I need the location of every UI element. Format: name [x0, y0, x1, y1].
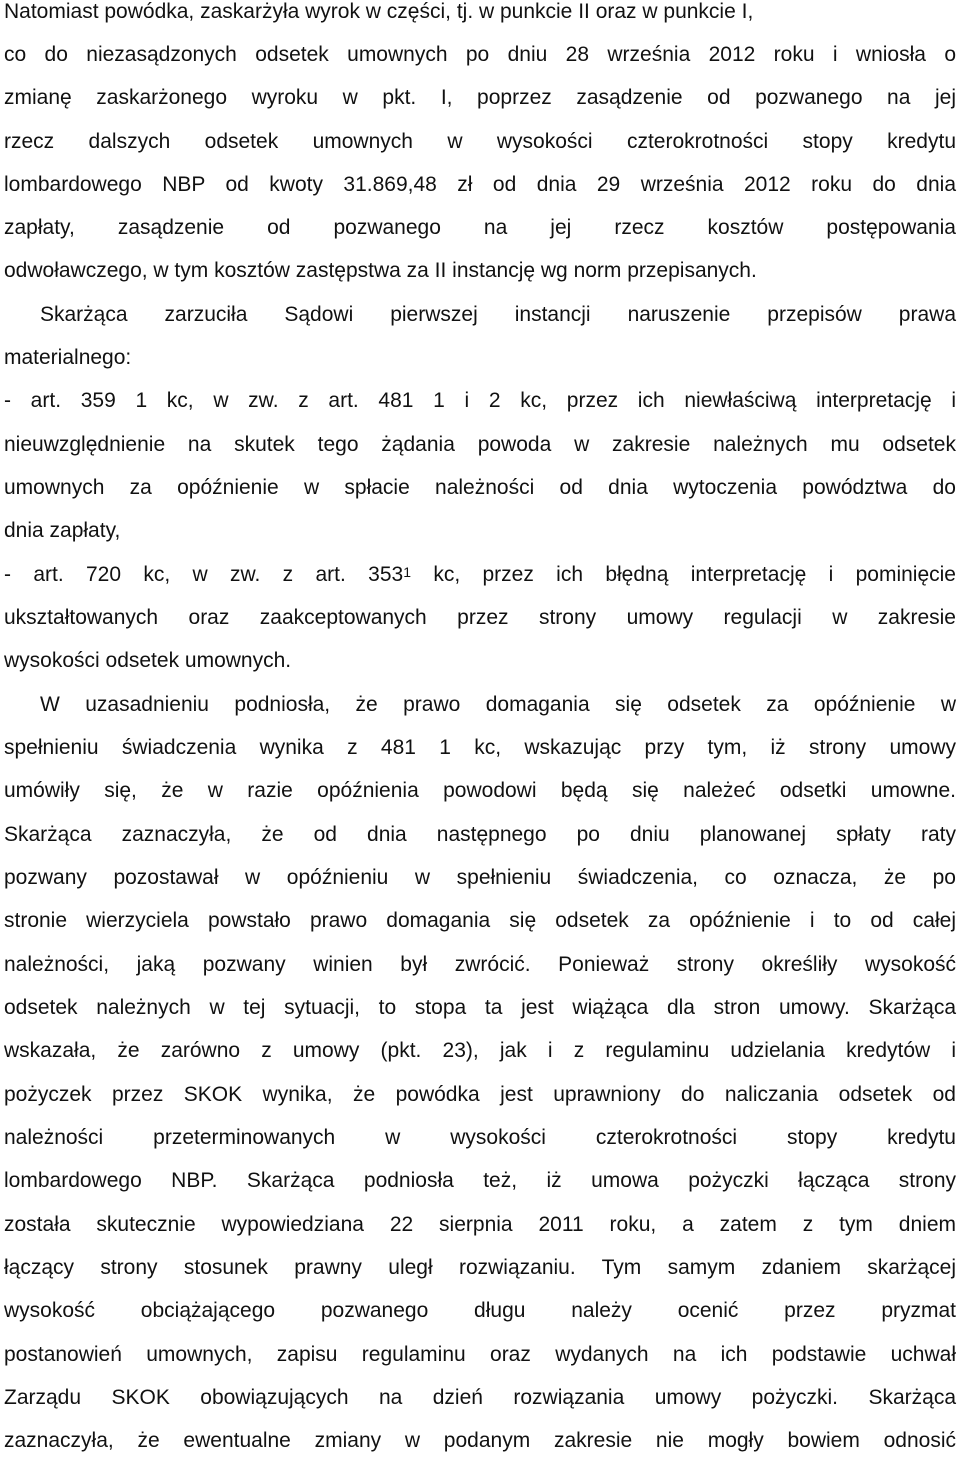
text-line: postanowień umownych, zapisu regulaminu oraz wydanych na ich podstawie uchwał	[4, 1343, 956, 1366]
text-line: materialnego:	[4, 346, 132, 369]
text-line: odwoławczego, w tym kosztów zastępstwa za II instancję wg norm przepisanych.	[4, 259, 757, 282]
text-line: nieuwzględnienie na skutek tego żądania powoda w zakresie należnych mu odsetek	[4, 433, 956, 456]
text-line: zapłaty, zasądzenie od pozwanego na jej rzecz kosztów postępowania	[4, 216, 956, 239]
text-line: należności przeterminowanych w wysokości czterokrotności stopy kredytu	[4, 1126, 956, 1149]
text-segment: - art. 720 kc, w zw. z art. 353	[4, 563, 404, 586]
text-line: wysokość obciążającego pozwanego długu należy ocenić przez pryzmat	[4, 1299, 956, 1322]
paragraph-first-line: Skarżąca zarzuciła Sądowi pierwszej instancji naruszenie przepisów prawa	[40, 303, 956, 326]
text-line: pożyczek przez SKOK wynika, że powódka jest uprawniony do naliczania odsetek od	[4, 1083, 956, 1106]
text-segment: kc, przez ich błędną interpretację i pominięcie	[411, 563, 956, 586]
text-line: Skarżąca zaznaczyła, że od dnia następnego po dniu planowanej spłaty raty	[4, 823, 956, 846]
superscript: 1	[403, 564, 411, 580]
text-line: została skutecznie wypowiedziana 22 sierpnia 2011 roku, a zatem z tym dniem	[4, 1213, 956, 1236]
text-line: zaznaczyła, że ewentualne zmiany w podanym zakresie nie mogły bowiem odnosić	[4, 1429, 956, 1452]
text-line: dnia zapłaty,	[4, 519, 121, 542]
text-line: łączący strony stosunek prawny uległ rozwiązaniu. Tym samym zdaniem skarżącej	[4, 1256, 956, 1279]
text-line: umownych za opóźnienie w spłacie należności od dnia wytoczenia powództwa do	[4, 476, 956, 499]
text-line: zmianę zaskarżonego wyroku w pkt. I, poprzez zasądzenie od pozwanego na jej	[4, 86, 956, 109]
text-line: wysokości odsetek umownych.	[4, 649, 292, 672]
text-line: stronie wierzyciela powstało prawo domagania się odsetek za opóźnienie i to od całej	[4, 909, 956, 932]
text-line: lombardowego NBP od kwoty 31.869,48 zł od dnia 29 września 2012 roku do dnia	[4, 173, 956, 196]
text-line: wskazała, że zarówno z umowy (pkt. 23), jak i z regulaminu udzielania kredytów i	[4, 1039, 956, 1062]
text-line: Zarządu SKOK obowiązujących na dzień rozwiązania umowy pożyczki. Skarżąca	[4, 1386, 956, 1409]
paragraph-first-line: W uzasadnieniu podniosła, że prawo domagania się odsetek za opóźnienie w	[40, 693, 956, 716]
list-item-line: - art. 359 1 kc, w zw. z art. 481 1 i 2 kc, przez ich niewłaściwą interpretację i	[4, 389, 956, 412]
text-line: odsetek należnych w tej sytuacji, to stopa ta jest wiążąca dla stron umowy. Skarżąca	[4, 996, 956, 1019]
text-line: co do niezasądzonych odsetek umownych po dniu 28 września 2012 roku i wniosła o	[4, 43, 956, 66]
text-line: rzecz dalszych odsetek umownych w wysokości czterokrotności stopy kredytu	[4, 130, 956, 153]
list-item-line	[4, 560, 956, 590]
text-line: ukształtowanych oraz zaakceptowanych przez strony umowy regulacji w zakresie	[4, 606, 956, 629]
text-line: Natomiast powódka, zaskarżyła wyrok w części, tj. w punkcie II oraz w punkcie I,	[4, 0, 754, 23]
text-line: umówiły się, że w razie opóźnienia powodowi będą się należeć odsetki umowne.	[4, 779, 956, 802]
text-line: należności, jaką pozwany winien był zwrócić. Ponieważ strony określiły wysokość	[4, 953, 956, 976]
text-line: pozwany pozostawał w opóźnieniu w spełnieniu świadczenia, co oznacza, że po	[4, 866, 956, 889]
text-line: lombardowego NBP. Skarżąca podniosła też, iż umowa pożyczki łącząca strony	[4, 1169, 956, 1192]
text-line: spełnieniu świadczenia wynika z 481 1 kc, wskazując przy tym, iż strony umowy	[4, 736, 956, 759]
